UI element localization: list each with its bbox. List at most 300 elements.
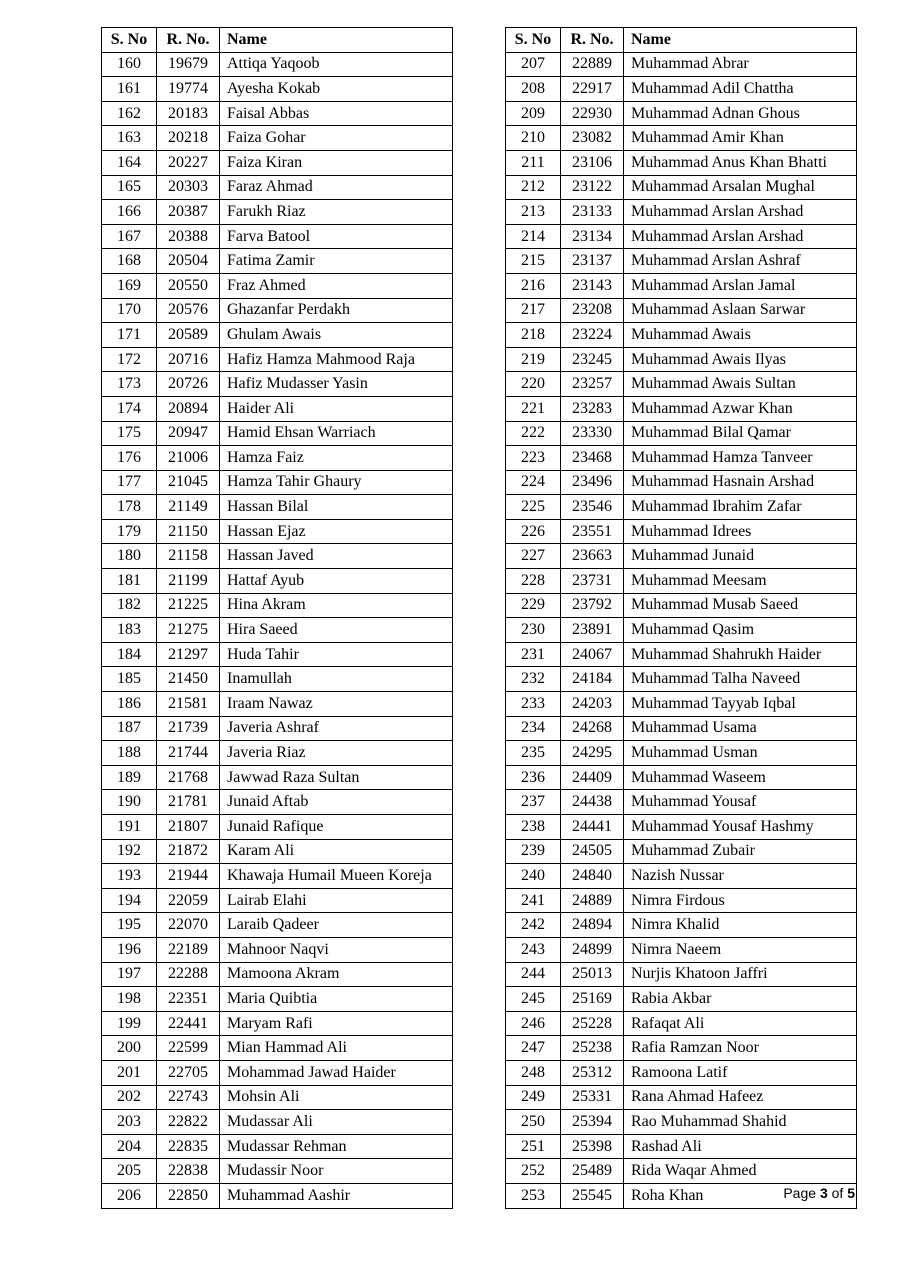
- cell-rno: 20894: [157, 396, 220, 421]
- table-row: [102, 175, 453, 200]
- cell-sno: 213: [506, 200, 561, 225]
- cell-rno: 21581: [157, 692, 220, 717]
- cell-sno: 237: [506, 790, 561, 815]
- table-row: [506, 642, 857, 667]
- cell-name: Rafia Ramzan Noor: [624, 1036, 857, 1061]
- cell-rno: 22189: [157, 937, 220, 962]
- table-row: [506, 1134, 857, 1159]
- cell-name: Javeria Ashraf: [220, 716, 453, 741]
- table-row: [506, 52, 857, 77]
- cell-rno: 25013: [561, 962, 624, 987]
- table-row: [102, 667, 453, 692]
- cell-name: Javeria Riaz: [220, 741, 453, 766]
- total-pages: 5: [847, 1185, 855, 1201]
- of-word: of: [831, 1185, 844, 1201]
- cell-rno: 24409: [561, 765, 624, 790]
- cell-name: Junaid Aftab: [220, 790, 453, 815]
- cell-name: Farva Batool: [220, 224, 453, 249]
- cell-rno: 23330: [561, 421, 624, 446]
- cell-name: Muhammad Arsalan Mughal: [624, 175, 857, 200]
- cell-name: Rana Ahmad Hafeez: [624, 1085, 857, 1110]
- table-row: [102, 470, 453, 495]
- cell-sno: 171: [102, 323, 157, 348]
- cell-rno: 21225: [157, 593, 220, 618]
- table-row: [102, 642, 453, 667]
- cell-name: Inamullah: [220, 667, 453, 692]
- cell-name: Faraz Ahmad: [220, 175, 453, 200]
- table-row: [102, 815, 453, 840]
- cell-name: Haider Ali: [220, 396, 453, 421]
- cell-sno: 180: [102, 544, 157, 569]
- page-footer: [783, 1185, 855, 1201]
- table-row: [506, 126, 857, 151]
- header-sno: S. No: [102, 28, 157, 53]
- cell-rno: 25398: [561, 1134, 624, 1159]
- cell-sno: 253: [506, 1183, 561, 1208]
- cell-name: Maryam Rafi: [220, 1011, 453, 1036]
- table-row: [102, 790, 453, 815]
- cell-rno: 24067: [561, 642, 624, 667]
- cell-rno: 23792: [561, 593, 624, 618]
- cell-sno: 178: [102, 495, 157, 520]
- cell-sno: 249: [506, 1085, 561, 1110]
- cell-sno: 162: [102, 101, 157, 126]
- cell-rno: 20227: [157, 150, 220, 175]
- header-name: Name: [220, 28, 453, 53]
- table-row: [102, 347, 453, 372]
- cell-name: Muhammad Bilal Qamar: [624, 421, 857, 446]
- cell-name: Mohammad Jawad Haider: [220, 1060, 453, 1085]
- header-rno: R. No.: [561, 28, 624, 53]
- cell-name: Nimra Khalid: [624, 913, 857, 938]
- cell-rno: 22838: [157, 1159, 220, 1184]
- cell-sno: 216: [506, 273, 561, 298]
- cell-rno: 23257: [561, 372, 624, 397]
- cell-sno: 211: [506, 150, 561, 175]
- cell-sno: 252: [506, 1159, 561, 1184]
- table-row: [102, 101, 453, 126]
- table-row: [102, 716, 453, 741]
- cell-sno: 233: [506, 692, 561, 717]
- cell-name: Rashad Ali: [624, 1134, 857, 1159]
- cell-rno: 19679: [157, 52, 220, 77]
- table-row: [506, 446, 857, 471]
- cell-name: Laraib Qadeer: [220, 913, 453, 938]
- cell-sno: 170: [102, 298, 157, 323]
- cell-name: Maria Quibtia: [220, 987, 453, 1012]
- table-row: [102, 1183, 453, 1208]
- cell-sno: 243: [506, 937, 561, 962]
- cell-name: Muhammad Junaid: [624, 544, 857, 569]
- cell-name: Nimra Naeem: [624, 937, 857, 962]
- cell-name: Muhammad Hasnain Arshad: [624, 470, 857, 495]
- cell-name: Muhammad Usama: [624, 716, 857, 741]
- cell-rno: 25169: [561, 987, 624, 1012]
- table-row: [506, 913, 857, 938]
- cell-rno: 20183: [157, 101, 220, 126]
- table-row: [506, 937, 857, 962]
- cell-name: Hira Saeed: [220, 618, 453, 643]
- cell-sno: 210: [506, 126, 561, 151]
- cell-sno: 189: [102, 765, 157, 790]
- cell-rno: 23468: [561, 446, 624, 471]
- cell-name: Ayesha Kokab: [220, 77, 453, 102]
- table-row: [506, 1085, 857, 1110]
- cell-sno: 200: [102, 1036, 157, 1061]
- cell-sno: 197: [102, 962, 157, 987]
- cell-rno: 22351: [157, 987, 220, 1012]
- table-row: [506, 1060, 857, 1085]
- table-row: [102, 1060, 453, 1085]
- table-row: [506, 249, 857, 274]
- table-row: [506, 495, 857, 520]
- cell-sno: 181: [102, 569, 157, 594]
- cell-rno: 20388: [157, 224, 220, 249]
- cell-rno: 22889: [561, 52, 624, 77]
- cell-rno: 22930: [561, 101, 624, 126]
- cell-name: Mudassar Rehman: [220, 1134, 453, 1159]
- cell-sno: 191: [102, 815, 157, 840]
- table-row: [506, 741, 857, 766]
- table-row: [102, 937, 453, 962]
- cell-name: Muhammad Awais: [624, 323, 857, 348]
- table-row: [102, 987, 453, 1012]
- cell-sno: 250: [506, 1110, 561, 1135]
- cell-sno: 203: [102, 1110, 157, 1135]
- cell-sno: 172: [102, 347, 157, 372]
- cell-rno: 24438: [561, 790, 624, 815]
- cell-rno: 23891: [561, 618, 624, 643]
- cell-sno: 198: [102, 987, 157, 1012]
- cell-rno: 23245: [561, 347, 624, 372]
- cell-sno: 214: [506, 224, 561, 249]
- table-row: [506, 101, 857, 126]
- table-row: [506, 347, 857, 372]
- cell-rno: 21199: [157, 569, 220, 594]
- cell-sno: 220: [506, 372, 561, 397]
- cell-sno: 190: [102, 790, 157, 815]
- cell-name: Farukh Riaz: [220, 200, 453, 225]
- cell-sno: 239: [506, 839, 561, 864]
- cell-sno: 215: [506, 249, 561, 274]
- cell-rno: 22599: [157, 1036, 220, 1061]
- cell-rno: 20576: [157, 298, 220, 323]
- table-row: [506, 396, 857, 421]
- cell-rno: 23106: [561, 150, 624, 175]
- table-row: [506, 519, 857, 544]
- table-row: [102, 200, 453, 225]
- cell-name: Muhammad Idrees: [624, 519, 857, 544]
- cell-name: Muhammad Arslan Arshad: [624, 200, 857, 225]
- cell-sno: 222: [506, 421, 561, 446]
- cell-sno: 212: [506, 175, 561, 200]
- table-row: [102, 1159, 453, 1184]
- table-row: [102, 544, 453, 569]
- table-row: [506, 175, 857, 200]
- cell-sno: 242: [506, 913, 561, 938]
- table-row: [102, 1011, 453, 1036]
- table-row: [506, 421, 857, 446]
- cell-sno: 246: [506, 1011, 561, 1036]
- cell-rno: 22743: [157, 1085, 220, 1110]
- table-row: [102, 273, 453, 298]
- cell-sno: 245: [506, 987, 561, 1012]
- cell-sno: 219: [506, 347, 561, 372]
- cell-rno: 23134: [561, 224, 624, 249]
- cell-name: Muhammad Amir Khan: [624, 126, 857, 151]
- cell-sno: 223: [506, 446, 561, 471]
- cell-name: Rao Muhammad Shahid: [624, 1110, 857, 1135]
- cell-rno: 25312: [561, 1060, 624, 1085]
- table-row: [102, 495, 453, 520]
- cell-sno: 163: [102, 126, 157, 151]
- table-row: [102, 519, 453, 544]
- cell-sno: 195: [102, 913, 157, 938]
- cell-name: Muhammad Awais Ilyas: [624, 347, 857, 372]
- cell-name: Muhammad Yousaf: [624, 790, 857, 815]
- table-row: [506, 839, 857, 864]
- cell-name: Muhammad Abrar: [624, 52, 857, 77]
- table-row: [506, 273, 857, 298]
- cell-rno: 21149: [157, 495, 220, 520]
- cell-rno: 23283: [561, 396, 624, 421]
- cell-name: Muhammad Arslan Arshad: [624, 224, 857, 249]
- cell-sno: 168: [102, 249, 157, 274]
- table-row: [102, 372, 453, 397]
- cell-rno: 22441: [157, 1011, 220, 1036]
- cell-name: Hattaf Ayub: [220, 569, 453, 594]
- cell-sno: 160: [102, 52, 157, 77]
- cell-rno: 19774: [157, 77, 220, 102]
- table-row: [102, 421, 453, 446]
- roll-table-left: [101, 27, 453, 1209]
- cell-rno: 23496: [561, 470, 624, 495]
- cell-rno: 23663: [561, 544, 624, 569]
- header-sno: S. No: [506, 28, 561, 53]
- cell-rno: 22917: [561, 77, 624, 102]
- cell-sno: 166: [102, 200, 157, 225]
- roll-table-right: [505, 27, 857, 1209]
- cell-name: Rida Waqar Ahmed: [624, 1159, 857, 1184]
- cell-rno: 22705: [157, 1060, 220, 1085]
- cell-rno: 24295: [561, 741, 624, 766]
- cell-rno: 24899: [561, 937, 624, 962]
- cell-rno: 21739: [157, 716, 220, 741]
- cell-name: Hina Akram: [220, 593, 453, 618]
- cell-sno: 230: [506, 618, 561, 643]
- cell-sno: 234: [506, 716, 561, 741]
- cell-sno: 182: [102, 593, 157, 618]
- cell-name: Muhammad Usman: [624, 741, 857, 766]
- cell-name: Mamoona Akram: [220, 962, 453, 987]
- table-row: [102, 593, 453, 618]
- cell-rno: 20504: [157, 249, 220, 274]
- table-row: [102, 1085, 453, 1110]
- table-row: [506, 544, 857, 569]
- cell-sno: 226: [506, 519, 561, 544]
- cell-name: Mohsin Ali: [220, 1085, 453, 1110]
- cell-sno: 184: [102, 642, 157, 667]
- cell-rno: 23082: [561, 126, 624, 151]
- cell-sno: 206: [102, 1183, 157, 1208]
- table-row: [506, 962, 857, 987]
- cell-name: Hafiz Mudasser Yasin: [220, 372, 453, 397]
- cell-sno: 165: [102, 175, 157, 200]
- cell-name: Muhammad Yousaf Hashmy: [624, 815, 857, 840]
- cell-rno: 20387: [157, 200, 220, 225]
- cell-sno: 193: [102, 864, 157, 889]
- cell-rno: 25228: [561, 1011, 624, 1036]
- cell-name: Muhammad Azwar Khan: [624, 396, 857, 421]
- cell-rno: 24889: [561, 888, 624, 913]
- cell-rno: 25394: [561, 1110, 624, 1135]
- cell-name: Iraam Nawaz: [220, 692, 453, 717]
- table-row: [102, 888, 453, 913]
- cell-name: Muhammad Arslan Ashraf: [624, 249, 857, 274]
- table-row: [506, 618, 857, 643]
- cell-name: Lairab Elahi: [220, 888, 453, 913]
- cell-name: Mudassar Ali: [220, 1110, 453, 1135]
- cell-sno: 205: [102, 1159, 157, 1184]
- cell-sno: 228: [506, 569, 561, 594]
- table-row: [506, 864, 857, 889]
- cell-rno: 25545: [561, 1183, 624, 1208]
- table-row: [102, 618, 453, 643]
- cell-name: Fraz Ahmed: [220, 273, 453, 298]
- cell-rno: 24894: [561, 913, 624, 938]
- cell-name: Faiza Kiran: [220, 150, 453, 175]
- table-row: [506, 200, 857, 225]
- cell-name: Muhammad Adil Chattha: [624, 77, 857, 102]
- cell-sno: 232: [506, 667, 561, 692]
- cell-name: Mahnoor Naqvi: [220, 937, 453, 962]
- cell-sno: 185: [102, 667, 157, 692]
- cell-name: Muhammad Ibrahim Zafar: [624, 495, 857, 520]
- cell-name: Rabia Akbar: [624, 987, 857, 1012]
- cell-name: Muhammad Musab Saeed: [624, 593, 857, 618]
- table-row: [102, 692, 453, 717]
- table-row: [506, 1159, 857, 1184]
- cell-sno: 174: [102, 396, 157, 421]
- cell-sno: 229: [506, 593, 561, 618]
- table-row: [506, 593, 857, 618]
- cell-name: Jawwad Raza Sultan: [220, 765, 453, 790]
- cell-rno: 20716: [157, 347, 220, 372]
- header-name: Name: [624, 28, 857, 53]
- table-body-right: [506, 52, 857, 1208]
- cell-sno: 175: [102, 421, 157, 446]
- cell-rno: 21781: [157, 790, 220, 815]
- cell-name: Nurjis Khatoon Jaffri: [624, 962, 857, 987]
- cell-rno: 23731: [561, 569, 624, 594]
- cell-name: Attiqa Yaqoob: [220, 52, 453, 77]
- cell-name: Hassan Javed: [220, 544, 453, 569]
- cell-name: Muhammad Tayyab Iqbal: [624, 692, 857, 717]
- cell-name: Hamid Ehsan Warriach: [220, 421, 453, 446]
- table-body-left: [102, 52, 453, 1208]
- cell-rno: 20218: [157, 126, 220, 151]
- cell-sno: 199: [102, 1011, 157, 1036]
- cell-name: Muhammad Qasim: [624, 618, 857, 643]
- cell-rno: 20550: [157, 273, 220, 298]
- cell-name: Roha Khan: [624, 1183, 857, 1208]
- cell-sno: 241: [506, 888, 561, 913]
- cell-rno: 23122: [561, 175, 624, 200]
- cell-name: Ramoona Latif: [624, 1060, 857, 1085]
- cell-rno: 21744: [157, 741, 220, 766]
- table-row: [506, 1110, 857, 1135]
- cell-name: Muhammad Arslan Jamal: [624, 273, 857, 298]
- cell-rno: 22288: [157, 962, 220, 987]
- cell-sno: 231: [506, 642, 561, 667]
- cell-sno: 173: [102, 372, 157, 397]
- cell-name: Nimra Firdous: [624, 888, 857, 913]
- cell-sno: 192: [102, 839, 157, 864]
- table-row: [506, 1036, 857, 1061]
- table-row: [102, 1036, 453, 1061]
- table-row: [506, 1011, 857, 1036]
- cell-rno: 24203: [561, 692, 624, 717]
- cell-sno: 244: [506, 962, 561, 987]
- table-row: [102, 298, 453, 323]
- table-row: [102, 864, 453, 889]
- cell-sno: 176: [102, 446, 157, 471]
- table-row: [102, 962, 453, 987]
- cell-name: Muhammad Talha Naveed: [624, 667, 857, 692]
- cell-rno: 21944: [157, 864, 220, 889]
- cell-rno: 21807: [157, 815, 220, 840]
- cell-name: Muhammad Adnan Ghous: [624, 101, 857, 126]
- cell-name: Faiza Gohar: [220, 126, 453, 151]
- cell-sno: 164: [102, 150, 157, 175]
- table-row: [506, 323, 857, 348]
- cell-rno: 21872: [157, 839, 220, 864]
- cell-rno: 23143: [561, 273, 624, 298]
- cell-rno: 21275: [157, 618, 220, 643]
- cell-sno: 177: [102, 470, 157, 495]
- cell-name: Huda Tahir: [220, 642, 453, 667]
- cell-sno: 167: [102, 224, 157, 249]
- cell-rno: 22850: [157, 1183, 220, 1208]
- cell-rno: 21158: [157, 544, 220, 569]
- table-row: [102, 150, 453, 175]
- table-row: [506, 888, 857, 913]
- cell-rno: 25238: [561, 1036, 624, 1061]
- cell-rno: 25331: [561, 1085, 624, 1110]
- table-row: [506, 150, 857, 175]
- cell-sno: 221: [506, 396, 561, 421]
- table-row: [102, 446, 453, 471]
- cell-rno: 23208: [561, 298, 624, 323]
- cell-rno: 23546: [561, 495, 624, 520]
- cell-sno: 208: [506, 77, 561, 102]
- cell-sno: 240: [506, 864, 561, 889]
- cell-sno: 179: [102, 519, 157, 544]
- cell-rno: 21150: [157, 519, 220, 544]
- cell-name: Muhammad Shahrukh Haider: [624, 642, 857, 667]
- cell-sno: 251: [506, 1134, 561, 1159]
- cell-sno: 248: [506, 1060, 561, 1085]
- table-row: [506, 470, 857, 495]
- cell-sno: 169: [102, 273, 157, 298]
- cell-name: Rafaqat Ali: [624, 1011, 857, 1036]
- cell-name: Muhammad Aslaan Sarwar: [624, 298, 857, 323]
- cell-sno: 196: [102, 937, 157, 962]
- cell-sno: 188: [102, 741, 157, 766]
- table-header-row: [506, 28, 857, 53]
- cell-rno: 21045: [157, 470, 220, 495]
- cell-name: Karam Ali: [220, 839, 453, 864]
